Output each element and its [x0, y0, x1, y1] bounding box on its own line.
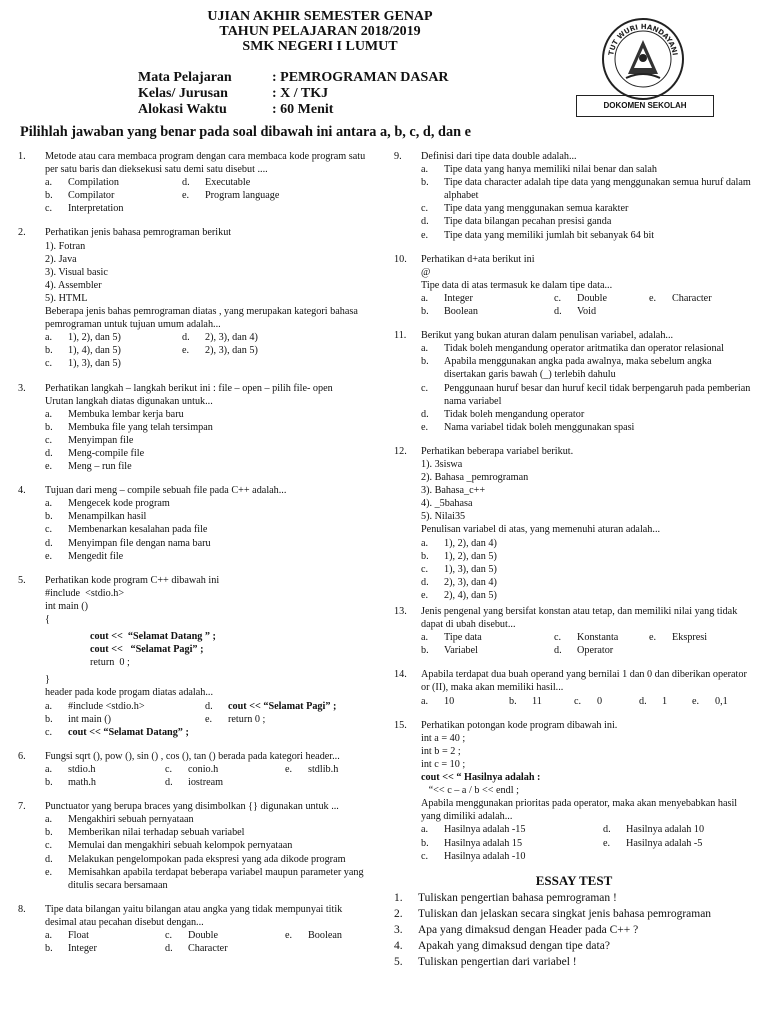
option-letter: c. — [45, 524, 53, 536]
info-class — [138, 85, 328, 102]
option-letter: e. — [692, 695, 700, 707]
option-d: Melakukan pengelompokan pada ekspresi yang ada dikode program — [68, 853, 346, 865]
code-line: cout << “ Hasilnya adalah : — [421, 772, 541, 784]
option-a: stdio.h — [68, 763, 96, 775]
option-d: cout << “Selamat Pagi” ; — [228, 700, 337, 712]
option-c: Konstanta — [577, 632, 619, 644]
question-text: header pada kode progam diatas adalah... — [45, 687, 214, 699]
option-letter: d. — [554, 645, 562, 657]
code-line: “<< c – a / b << endl ; — [421, 785, 519, 797]
tut-wuri-handayani-logo — [598, 16, 688, 102]
option-b: Variabel — [444, 645, 478, 657]
option-letter: b. — [421, 837, 429, 849]
question-number: 12. — [394, 445, 407, 457]
option-c: Interpretation — [68, 203, 124, 215]
essay-number: 3. — [394, 923, 403, 936]
option-a: Compilation — [68, 177, 119, 189]
question-number: 13. — [394, 606, 407, 617]
option-c: Hasilnya adalah -10 — [444, 850, 526, 862]
list-item: 5). Nilai35 — [421, 511, 466, 523]
essay-text: Tuliskan pengertian dari variabel ! — [418, 955, 577, 968]
option-c: 0 — [597, 695, 603, 707]
question-number: 1. — [18, 151, 26, 162]
option-letter: b. — [45, 943, 53, 955]
right-column — [394, 150, 754, 971]
option-b: Hasilnya adalah 15 — [444, 837, 523, 849]
code-line: } — [45, 674, 50, 686]
question-14 — [394, 668, 754, 707]
question-text: Punctuator yang berupa braces yang disimbolkan {} digunakan untuk ... — [45, 801, 339, 813]
option-b: Compilator — [68, 190, 115, 202]
document-label-box: DOKOMEN SEKOLAH — [576, 95, 714, 117]
option-a: #include <stdio.h> — [68, 700, 145, 712]
code-line: { — [45, 614, 50, 625]
option-letter: a. — [421, 632, 429, 644]
option-e: Character — [672, 292, 712, 304]
option-d: Character — [188, 943, 228, 955]
question-1 — [18, 150, 370, 215]
option-letter: c. — [165, 763, 173, 775]
option-letter: e. — [45, 550, 53, 562]
option-letter: d. — [182, 332, 190, 344]
option-letter: c. — [421, 203, 429, 215]
option-letter: b. — [45, 421, 53, 433]
option-d: Operator — [577, 645, 614, 657]
code-line: cout << “Selamat Pagi” ; — [90, 644, 204, 656]
option-letter: d. — [182, 177, 190, 189]
option-letter: b. — [45, 777, 53, 789]
code-line: cout << “Selamat Datang ” ; — [90, 631, 216, 643]
list-item: 4). Assembler — [45, 279, 102, 291]
question-text: Perhatikan d+ata berikut ini — [421, 253, 535, 265]
option-d: 2), 3), dan 4) — [205, 332, 258, 344]
question-text: Perhatikan langkah – langkah berikut ini : file – open – pilih file- open — [45, 382, 333, 394]
info-time — [138, 101, 333, 118]
question-text: Apabila terdapat dua buah operand yang bernilai 1 dan 0 dan diberikan operator or (II), maka akan memiliki hasil... — [421, 669, 747, 694]
question-12 — [394, 445, 754, 602]
option-c: 1), 3), dan 5) — [68, 358, 121, 370]
option-letter: c. — [45, 434, 53, 446]
option-letter: c. — [45, 203, 53, 215]
option-letter: c. — [421, 382, 429, 394]
option-letter: b. — [45, 511, 53, 523]
option-letter: a. — [45, 408, 53, 420]
left-column — [18, 150, 370, 966]
code-line: int a = 40 ; — [421, 732, 466, 744]
option-a: 1), 2), dan 4) — [444, 537, 497, 549]
question-number: 14. — [394, 669, 407, 681]
question-text: Jenis pengenal yang bersifat konstan atau tetap, dan memiliki nilai yang tidak dapat di ubah disebut... — [421, 606, 738, 631]
option-a: Tipe data yang hanya memiliki nilai benar dan salah — [444, 164, 657, 176]
option-e: 2), 3), dan 5) — [205, 345, 258, 357]
question-text: Metode atau cara membaca program dengan cara membaca kode program satu per satu baris dan dieksekusi satu demi satu disebut .... — [45, 151, 366, 176]
info-value: : X / TKJ — [272, 86, 329, 101]
essay-item — [394, 955, 754, 969]
option-letter: e. — [421, 589, 429, 601]
option-letter: e. — [649, 292, 657, 304]
essay-text: Apa yang dimaksud dengan Header pada C++ ? — [418, 923, 639, 936]
option-letter: c. — [45, 358, 53, 370]
option-b: Memberikan nilai terhadap sebuah variabel — [68, 827, 245, 839]
question-number: 4. — [18, 485, 26, 497]
option-c: 1), 3), dan 5) — [444, 563, 497, 575]
option-b: Boolean — [444, 306, 478, 318]
option-letter: e. — [603, 837, 611, 849]
option-letter: e. — [285, 763, 293, 775]
option-letter: c. — [45, 726, 53, 738]
option-a: Hasilnya adalah -15 — [444, 824, 526, 836]
essay-text: Tuliskan pengertian bahasa pemrograman ! — [418, 891, 617, 904]
option-a: Membuka lembar kerja baru — [68, 408, 184, 420]
question-text: Beberapa jenis bahas pemrograman diatas , yang merupakan kategori bahasa pemrograman untuk tujuan umum adalah... — [45, 306, 358, 331]
info-label: Kelas/ Jurusan — [138, 86, 228, 101]
option-b: Membuka file yang telah tersimpan — [68, 421, 213, 433]
info-label: Alokasi Waktu — [138, 102, 227, 117]
option-e: return 0 ; — [228, 713, 266, 725]
option-b: Integer — [68, 943, 97, 955]
option-a: Tidak boleh mengandung operator aritmatika dan operator relasional — [444, 343, 724, 355]
list-item: 1). 3siswa — [421, 458, 463, 470]
option-letter: a. — [45, 332, 53, 344]
question-8 — [18, 903, 370, 955]
option-letter: c. — [554, 632, 562, 644]
option-e: Mengedit file — [68, 550, 124, 562]
option-d: Hasilnya adalah 10 — [626, 824, 705, 836]
essay-title: ESSAY TEST — [535, 872, 613, 888]
option-letter: e. — [45, 461, 53, 473]
option-letter: c. — [45, 840, 53, 852]
option-letter: b. — [421, 356, 429, 368]
option-letter: a. — [421, 292, 429, 304]
question-text: Perhatikan potongan kode program dibawah ini. — [421, 719, 618, 731]
question-text: Tujuan dari meng – compile sebuah file pada C++ adalah... — [45, 485, 287, 497]
option-letter: a. — [421, 343, 429, 355]
option-c: cout << “Selamat Datang” ; — [68, 726, 189, 738]
option-e: Hasilnya adalah -5 — [626, 837, 703, 849]
info-subject — [138, 69, 449, 86]
list-item: 2). Bahasa _pemrograman — [421, 472, 529, 484]
option-b: math.h — [68, 777, 97, 789]
code-line: int b = 2 ; — [421, 745, 461, 757]
question-number: 9. — [394, 151, 402, 162]
question-13 — [394, 605, 754, 657]
option-letter: d. — [421, 216, 429, 228]
essay-item — [394, 939, 754, 953]
option-letter: a. — [421, 824, 429, 836]
info-value: : PEMROGRAMAN DASAR — [272, 70, 449, 85]
option-letter: d. — [421, 576, 429, 588]
question-3 — [18, 382, 370, 474]
option-letter: c. — [165, 929, 173, 941]
option-e: Meng – run file — [68, 461, 132, 473]
logo-text: TUT WURI HANDAYANI — [607, 22, 679, 57]
question-10 — [394, 253, 754, 318]
option-e: 2), 4), dan 5) — [444, 589, 497, 601]
option-letter: a. — [45, 700, 53, 712]
option-a: 1), 2), dan 5) — [68, 332, 121, 344]
option-letter: a. — [45, 814, 53, 826]
option-e: Nama variabel tidak boleh menggunakan spasi — [444, 421, 635, 433]
essay-item — [394, 923, 754, 937]
option-letter: b. — [421, 550, 429, 562]
option-c: Tipe data yang menggunakan semua karakter — [444, 203, 629, 215]
code-line: return 0 ; — [90, 657, 130, 669]
essay-number: 4. — [394, 939, 403, 952]
option-c: Membenarkan kesalahan pada file — [68, 524, 208, 536]
option-a: Mengecek kode program — [68, 498, 170, 510]
option-letter: a. — [421, 164, 429, 176]
question-number: 7. — [18, 801, 26, 813]
option-letter: b. — [421, 177, 429, 189]
option-letter: e. — [421, 421, 429, 433]
option-letter: b. — [45, 713, 53, 725]
option-letter: c. — [421, 563, 429, 575]
option-letter: d. — [639, 695, 647, 707]
exam-title: UJIAN AKHIR SEMESTER GENAP — [207, 9, 433, 24]
question-text: Perhatikan jenis bahasa pemrograman berikut — [45, 227, 232, 239]
option-letter: e. — [205, 713, 213, 725]
option-letter: e. — [649, 632, 657, 644]
option-a: Mengakhiri sebuah pernyataan — [68, 814, 194, 826]
option-d: Meng-compile file — [68, 447, 145, 459]
option-a: 10 — [444, 695, 455, 707]
list-item: 2). Java — [45, 253, 77, 265]
option-b: int main () — [68, 713, 112, 725]
option-letter: c. — [574, 695, 582, 707]
option-letter: d. — [603, 824, 611, 836]
option-letter: e. — [182, 190, 190, 202]
option-e: Boolean — [308, 929, 342, 941]
option-letter: c. — [554, 292, 562, 304]
option-letter: b. — [45, 190, 53, 202]
option-a: Tipe data — [444, 632, 482, 644]
code-line: #include <stdio.h> — [45, 587, 125, 599]
question-7 — [18, 800, 370, 892]
option-letter: a. — [45, 763, 53, 775]
option-c: Penggunaan huruf besar dan huruf kecil tidak berpengaruh pada pemberian nama variabel — [444, 382, 751, 407]
option-e: Tipe data yang memiliki jumlah bit sebanyak 64 bit — [444, 229, 655, 241]
option-e: Memisahkan apabila terdapat beberapa variabel maupun parameter yang ditulis secara bersamaan — [68, 866, 364, 891]
info-label: Mata Pelajaran — [138, 70, 232, 85]
option-c: conio.h — [188, 763, 219, 775]
question-11 — [394, 329, 754, 434]
option-b: 1), 4), dan 5) — [68, 345, 121, 357]
option-letter: d. — [554, 306, 562, 318]
option-e: Program language — [205, 190, 280, 202]
question-4 — [18, 484, 370, 563]
question-number: 15. — [394, 719, 407, 731]
code-line: int c = 10 ; — [421, 758, 466, 770]
school-name: SMK NEGERI I LUMUT — [242, 39, 398, 54]
option-letter: b. — [421, 645, 429, 657]
question-15 — [394, 719, 754, 863]
option-letter: d. — [45, 537, 53, 549]
academic-year: TAHUN PELAJARAN 2018/2019 — [219, 24, 421, 39]
option-letter: a. — [45, 177, 53, 189]
option-d: iostream — [188, 777, 224, 789]
list-item: 1). Fotran — [45, 240, 86, 252]
option-a: Float — [68, 929, 89, 941]
question-text: Tipe data bilangan yaitu bilangan atau angka yang tidak mempunyai titik desimal atau pecahan disebut dengan... — [45, 903, 343, 928]
list-item: 3). Visual basic — [45, 266, 108, 278]
essay-item — [394, 891, 754, 905]
option-c: Double — [188, 929, 218, 941]
essay-text: Tuliskan dan jelaskan secara singkat jenis bahasa pemrograman — [418, 907, 712, 920]
option-letter: e. — [45, 866, 53, 878]
option-b: Tipe data character adalah tipe data yang menggunakan semua huruf dalam alphabet — [444, 177, 751, 202]
info-value: : 60 Menit — [272, 102, 334, 117]
question-number: 10. — [394, 253, 407, 265]
question-2 — [18, 226, 370, 370]
option-c: Double — [577, 292, 607, 304]
question-number: 3. — [18, 382, 26, 394]
instruction: Pilihlah jawaban yang benar pada soal dibawah ini antara a, b, c, d, dan e — [20, 124, 471, 140]
option-letter: e. — [285, 929, 293, 941]
option-d: Menyimpan file dengan nama baru — [68, 537, 211, 549]
option-c: Memulai dan mengakhiri sebuah kelompok pernyataan — [68, 840, 293, 852]
question-5 — [18, 574, 370, 739]
essay-number: 5. — [394, 955, 403, 968]
question-text: Perhatikan beberapa variabel berikut. — [421, 445, 574, 457]
option-letter: a. — [421, 695, 429, 707]
option-e: 0,1 — [715, 695, 728, 707]
question-text: Fungsi sqrt (), pow (), sin () , cos (), tan () berada pada kategori header... — [45, 750, 340, 762]
question-text: Apabila menggunakan prioritas pada operator, maka akan menyebabkan hasil yang dimiliki adalah... — [421, 798, 738, 823]
option-e: stdlib.h — [308, 763, 339, 775]
symbol: @ — [421, 266, 431, 278]
essay-number: 1. — [394, 891, 403, 904]
question-6 — [18, 750, 370, 789]
option-d: Tidak boleh mengandung operator — [444, 408, 585, 420]
question-number: 11. — [394, 330, 407, 342]
option-d: Void — [577, 306, 597, 318]
option-letter: d. — [45, 447, 53, 459]
option-letter: d. — [205, 700, 213, 712]
essay-item — [394, 907, 754, 921]
essay-section — [394, 891, 754, 969]
question-9 — [394, 150, 754, 242]
option-b: 11 — [532, 695, 542, 707]
option-d: 2), 3), dan 4) — [444, 576, 497, 588]
question-text: Berikut yang bukan aturan dalam penulisan variabel, adalah... — [421, 330, 674, 342]
option-d: Tipe data bilangan pecahan presisi ganda — [444, 216, 612, 228]
option-b: Menampilkan hasil — [68, 511, 147, 523]
option-letter: a. — [45, 498, 53, 510]
question-text: Tipe data di atas termasuk ke dalam tipe data... — [421, 279, 613, 291]
option-e: Ekspresi — [672, 632, 708, 644]
option-b: 1), 2), dan 5) — [444, 550, 497, 562]
option-letter: e. — [421, 229, 429, 241]
option-letter: e. — [182, 345, 190, 357]
code-line: int main () — [45, 600, 89, 612]
option-letter: b. — [45, 345, 53, 357]
essay-text: Apakah yang dimaksud dengan tipe data? — [418, 939, 610, 952]
question-number: 8. — [18, 903, 26, 915]
list-item: 4). _5bahasa — [421, 498, 473, 510]
option-letter: d. — [421, 408, 429, 420]
question-text: Perhatikan kode program C++ dibawah ini — [45, 574, 220, 586]
essay-number: 2. — [394, 907, 403, 920]
list-item: 5). HTML — [45, 292, 88, 304]
option-letter: b. — [509, 695, 517, 707]
list-item: 3). Bahasa_c++ — [421, 485, 486, 497]
question-text: Definisi dari tipe data double adalah... — [421, 151, 577, 162]
option-c: Menyimpan file — [68, 434, 134, 446]
option-letter: d. — [165, 777, 173, 789]
question-number: 6. — [18, 750, 26, 762]
question-text: Penulisan variabel di atas, yang memenuhi aturan adalah... — [421, 524, 661, 536]
option-b: Apabila menggunakan angka pada awalnya, maka sebelum angka disertakan garis bawah (_) terlebih dahulu — [444, 356, 712, 381]
question-number: 5. — [18, 574, 26, 586]
option-d: Executable — [205, 177, 251, 189]
option-letter: d. — [45, 853, 53, 865]
option-d: 1 — [662, 695, 668, 707]
option-letter: b. — [421, 306, 429, 318]
option-letter: c. — [421, 850, 429, 862]
option-a: Integer — [444, 292, 473, 304]
option-letter: a. — [45, 929, 53, 941]
option-letter: b. — [45, 827, 53, 839]
option-letter: d. — [165, 943, 173, 955]
option-letter: a. — [421, 537, 429, 549]
question-number: 2. — [18, 227, 26, 239]
question-text: Urutan langkah diatas digunakan untuk... — [45, 395, 213, 407]
